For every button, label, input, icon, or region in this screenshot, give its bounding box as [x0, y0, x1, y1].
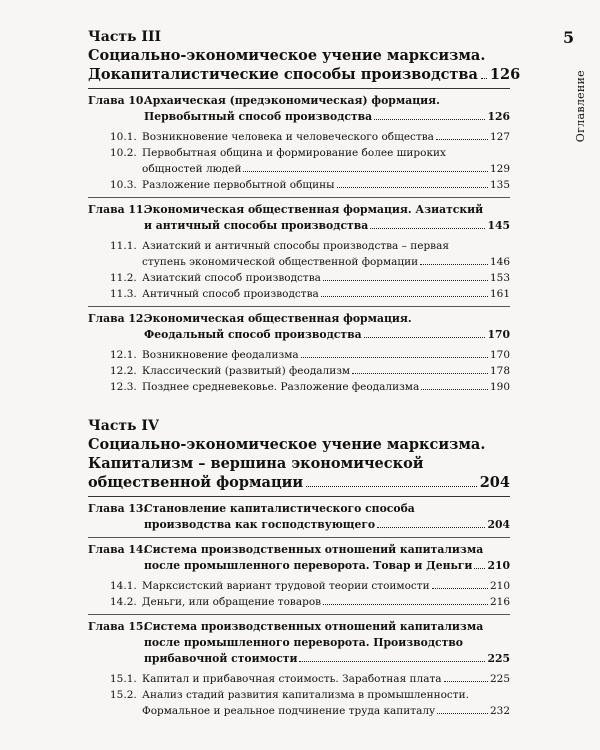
chapter-label: Глава 12. [88, 312, 148, 325]
section-number: 14.1. [110, 580, 137, 592]
page-ref: 210 [487, 559, 510, 572]
page-ref: 126 [489, 66, 521, 83]
dot-leader [420, 264, 488, 265]
section-list [88, 129, 510, 193]
section-entry[interactable] [88, 145, 510, 177]
section-title-entry[interactable] [142, 347, 510, 363]
entry-text: Азиатский способ производства [142, 272, 321, 284]
dot-leader [323, 604, 488, 605]
chapter-title-line: Становление капиталистического способа [144, 502, 415, 515]
section-list [88, 238, 510, 302]
entry-text: общественной формации [88, 474, 304, 491]
page-ref: 232 [489, 705, 510, 717]
chapter-title-entry[interactable] [144, 517, 510, 533]
part-label: Часть III [88, 29, 162, 45]
section-title-line: Первобытная община и формирование более широких [142, 147, 446, 159]
page-ref: 146 [489, 256, 510, 268]
section-title-entry[interactable] [142, 254, 510, 270]
dot-leader [299, 661, 485, 662]
chapter-title-entry[interactable] [144, 558, 510, 574]
page-ref: 204 [479, 474, 510, 491]
chapter-entry[interactable] [88, 202, 510, 234]
chapter-title-entry[interactable] [144, 327, 510, 343]
section-entry[interactable] [88, 347, 510, 363]
entry-text: и античный способы производства [144, 219, 369, 232]
section-title-entry[interactable] [142, 270, 510, 286]
section-title-line: Азиатский и античный способы производства – первая [142, 240, 449, 252]
page-ref: 190 [489, 381, 510, 393]
entry-text: общностей людей [142, 163, 242, 175]
page-ref: 170 [487, 328, 510, 341]
divider [88, 614, 510, 615]
dot-leader [374, 119, 485, 120]
entry-text: Античный способ производства [142, 288, 319, 300]
section-title [142, 238, 510, 270]
dot-leader [474, 568, 485, 569]
chapter-title [144, 542, 510, 574]
part-label: Часть IV [88, 418, 159, 434]
chapter-label: Глава 10. [88, 94, 148, 107]
entry-text: Феодальный способ производства [144, 328, 362, 341]
chapter-entry[interactable] [88, 542, 510, 574]
section-number: 12.2. [110, 365, 137, 377]
page-ref: 170 [489, 349, 510, 361]
section-title [142, 347, 510, 363]
dot-leader [306, 486, 477, 487]
section-title-entry[interactable] [142, 177, 510, 193]
entry-text: прибавочной стоимости [144, 652, 298, 665]
dot-leader [243, 171, 488, 172]
page-ref: 210 [489, 580, 510, 592]
section-list [88, 578, 510, 610]
section-title-entry[interactable] [142, 129, 510, 145]
section-title-entry[interactable] [142, 578, 510, 594]
running-header: Оглавление [574, 70, 587, 143]
chapter-title-entry[interactable] [144, 109, 510, 125]
section-entry[interactable] [88, 363, 510, 379]
part-title-entry[interactable] [88, 65, 521, 84]
dot-leader [323, 280, 488, 281]
part-block [88, 28, 521, 395]
dot-leader [436, 139, 488, 140]
page-ref: 129 [489, 163, 510, 175]
chapter-label: Глава 14. [88, 543, 148, 556]
chapter-title-line: после промышленного переворота. Производство [144, 636, 464, 649]
section-number: 15.2. [110, 689, 137, 701]
section-title [142, 145, 510, 177]
section-entry[interactable] [88, 687, 510, 719]
section-title [142, 286, 510, 302]
entry-text: Разложение первобытной общины [142, 179, 335, 191]
chapter-label: Глава 11. [88, 203, 148, 216]
part-title-line: Социально-экономическое учение марксизма. [88, 436, 486, 453]
section-title [142, 363, 510, 379]
dot-leader [377, 527, 485, 528]
page-ref: 216 [489, 596, 510, 608]
entry-text: после промышленного переворота. Товар и Деньги [144, 559, 473, 572]
divider [88, 496, 510, 497]
section-title-entry[interactable] [142, 379, 510, 395]
section-title-entry[interactable] [142, 363, 510, 379]
section-entry[interactable] [88, 671, 510, 687]
entry-text: Капитал и прибавочная стоимость. Заработная плата [142, 673, 442, 685]
section-list [88, 671, 510, 719]
part-title [88, 46, 521, 84]
dot-leader [437, 713, 488, 714]
section-title-entry[interactable] [142, 671, 510, 687]
dot-leader [481, 78, 487, 79]
section-title [142, 687, 510, 719]
chapter-entry[interactable] [88, 619, 510, 667]
section-title-entry[interactable] [142, 703, 510, 719]
section-entry[interactable] [88, 270, 510, 286]
section-number: 14.2. [110, 596, 137, 608]
page-ref: 225 [489, 673, 510, 685]
page-ref: 127 [489, 131, 510, 143]
section-title-entry[interactable] [142, 594, 510, 610]
chapter-title-line: Экономическая общественная формация. Азиатский [144, 203, 484, 216]
section-number: 10.3. [110, 179, 137, 191]
chapter-label: Глава 15. [88, 620, 148, 633]
part-title-line: Капитализм – вершина экономической [88, 455, 424, 472]
page-number: 5 [563, 28, 575, 47]
section-title-entry[interactable] [142, 161, 510, 177]
part-title [88, 435, 510, 492]
section-entry[interactable] [88, 578, 510, 594]
page-ref: 178 [489, 365, 510, 377]
divider [88, 197, 510, 198]
entry-text: Деньги, или обращение товаров [142, 596, 322, 608]
dot-leader [432, 588, 488, 589]
section-number: 10.1. [110, 131, 137, 143]
chapter-title-line: Система производственных отношений капитализма [144, 620, 484, 633]
dot-leader [301, 357, 488, 358]
section-title [142, 671, 510, 687]
chapter-title [144, 202, 510, 234]
page-ref: 161 [489, 288, 510, 300]
chapter-title [144, 619, 510, 667]
entry-text: Докапиталистические способы производства [88, 66, 478, 83]
section-number: 10.2. [110, 147, 137, 159]
chapter-title [144, 311, 510, 343]
dot-leader [421, 389, 488, 390]
chapter-entry[interactable] [88, 311, 510, 343]
section-entry[interactable] [88, 238, 510, 270]
dot-leader [352, 373, 488, 374]
chapter-title-entry[interactable] [144, 218, 510, 234]
dot-leader [321, 296, 488, 297]
section-title-entry[interactable] [142, 286, 510, 302]
page-ref: 145 [487, 219, 510, 232]
entry-text: Первобытный способ производства [144, 110, 373, 123]
table-of-contents [88, 28, 521, 719]
divider [88, 537, 510, 538]
section-list [88, 347, 510, 395]
entry-text: Возникновение феодализма [142, 349, 299, 361]
chapter-title-line: Система производственных отношений капитализма [144, 543, 484, 556]
section-title [142, 129, 510, 145]
section-title [142, 379, 510, 395]
page-ref: 204 [487, 518, 510, 531]
chapter-title-line: Экономическая общественная формация. [144, 312, 412, 325]
section-entry[interactable] [88, 129, 510, 145]
chapter-title [144, 93, 510, 125]
section-title [142, 177, 510, 193]
entry-text: Позднее средневековье. Разложение феодализма [142, 381, 420, 393]
section-number: 12.3. [110, 381, 137, 393]
entry-text: Возникновение человека и человеческого общества [142, 131, 434, 143]
section-entry[interactable] [88, 177, 510, 193]
entry-text: ступень экономической общественной формации [142, 256, 419, 268]
part-block [88, 417, 510, 719]
divider [88, 306, 510, 307]
dot-leader [337, 187, 488, 188]
section-entry[interactable] [88, 286, 510, 302]
section-entry[interactable] [88, 594, 510, 610]
section-entry[interactable] [88, 379, 510, 395]
entry-text: Формальное и реальное подчинение труда капиталу [142, 705, 436, 717]
section-title [142, 594, 510, 610]
entry-text: Классический (развитый) феодализм [142, 365, 351, 377]
dot-leader [364, 337, 486, 338]
divider [88, 88, 510, 89]
section-number: 12.1. [110, 349, 137, 361]
chapter-entry[interactable] [88, 501, 510, 533]
section-number: 11.3. [110, 288, 137, 300]
chapter-label: Глава 13. [88, 502, 148, 515]
dot-leader [370, 228, 485, 229]
entry-text: Марксистский вариант трудовой теории стоимости [142, 580, 430, 592]
chapter-entry[interactable] [88, 93, 510, 125]
page-ref: 225 [487, 652, 510, 665]
chapter-title [144, 501, 510, 533]
dot-leader [444, 681, 488, 682]
entry-text: производства как господствующего [144, 518, 376, 531]
page-ref: 153 [489, 272, 510, 284]
section-number: 11.2. [110, 272, 137, 284]
section-title [142, 270, 510, 286]
page-ref: 135 [489, 179, 510, 191]
part-title-entry[interactable] [88, 473, 510, 492]
section-title [142, 578, 510, 594]
section-number: 15.1. [110, 673, 137, 685]
chapter-title-entry[interactable] [144, 651, 510, 667]
section-number: 11.1. [110, 240, 137, 252]
chapter-title-line: Архаическая (предэкономическая) формация. [144, 94, 440, 107]
section-title-line: Анализ стадий развития капитализма в промышленности. [142, 689, 469, 701]
page-ref: 126 [487, 110, 510, 123]
part-title-line: Социально-экономическое учение марксизма. [88, 47, 486, 64]
